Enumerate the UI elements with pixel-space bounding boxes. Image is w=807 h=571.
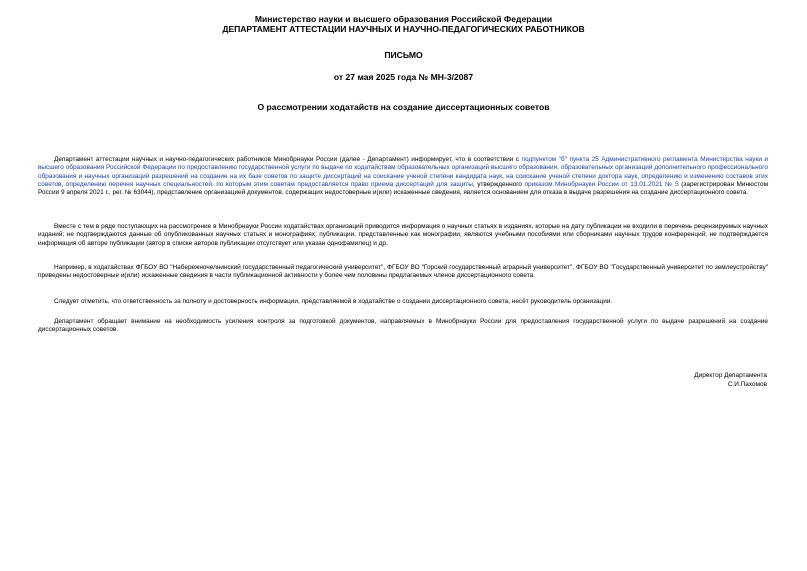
regulation-link[interactable]: подпунктом "б" пункта 25 Административного регламента Министерства науки и высшего образования Российской Федерации по предоставлению государственной услуги по выдаче по ходатайствам образовательных организаций высшего образования, образовательных организаций дополнительного профессионального образования и научных организаций разрешений на создание на их базе советов по защите диссертаций на соискание ученой степени кандидата наук, на соискание ученой степени доктора наук, определению и изменению составов этих советов, определению перечня научных специальностей, по которым этим советам предоставляется право приема диссертаций для защиты: [38, 156, 769, 188]
paragraph-1-mid: , утвержденного: [472, 180, 525, 188]
document-type: ПИСЬМО: [384, 50, 423, 60]
paragraph-2: Вместе с тем в ряде поступающих на рассмотрение в Минобрнауки России ходатайствах организаций приводится информация о научных статьях в изданиях, которые на дату публикации не входили в перечень рецензируемых научных изданий; не подтверждаются данные об опубликованных научных статьях и монографиях; публикации, представленные как монографии, являются учебными пособиями или сборниками научных трудов конференций; не подтверждается информация об авторе публикации (автор в списке авторов публикации отсутствует или указан однофамилец) и др.: [38, 223, 768, 247]
department-name: ДЕПАРТАМЕНТ АТТЕСТАЦИИ НАУЧНЫХ И НАУЧНО-ПЕДАГОГИЧЕСКИХ РАБОТНИКОВ: [222, 24, 585, 34]
document-subject: О рассмотрении ходатайств на создание диссертационных советов: [257, 102, 550, 112]
paragraph-1-end: (зарегистрирован Минюстом России 9 апреля 2021 г., рег. № 63044), представление организацией документов, содержащих недостоверные и(или) искаженные сведения, является основанием для отказа в выдаче разрешения на создание диссертационного совета.: [38, 180, 768, 197]
paragraph-5: Департамент обращает внимание на необходимость усиления контроля за подготовкой документов, направляемых в Минобрнауки России для предоставления государственной услуги по выдаче разрешений на создание диссертационных советов.: [38, 318, 768, 334]
signature-name: С.И.Пахомов: [727, 381, 767, 388]
paragraph-3: Например, в ходатайствах ФГБОУ ВО "Набережночелнинский государственный педагогический университет", ФГБОУ ВО "Горский государственный аграрный университет", ФГБОУ ВО "Государственный университет по землеустройству" приведены недостоверные и(или) искаженные сведения в части публикационной активности у более чем половины предлагаемых членов диссертационного совета.: [38, 264, 768, 280]
document-date-number: от 27 мая 2025 года № МН-3/2087: [333, 72, 474, 82]
paragraph-1-intro: Департамент аттестации научных и научно-педагогических работников Минобрнауки России (далее - Департамент) информирует, что в соответствии с: [54, 156, 522, 163]
signature-position: Директор Департамента: [694, 372, 767, 379]
order-link[interactable]: приказом Минобрнауки России от 13.01.2021 № 5: [524, 180, 679, 188]
ministry-name: Министерство науки и высшего образования Российской Федерации: [254, 14, 553, 24]
paragraph-4: Следует отметить, что ответственность за полноту и достоверность информации, представляемой в ходатайстве о создании диссертационного совета, несёт руководитель организации.: [54, 298, 613, 305]
paragraph-1: [38, 156, 768, 197]
